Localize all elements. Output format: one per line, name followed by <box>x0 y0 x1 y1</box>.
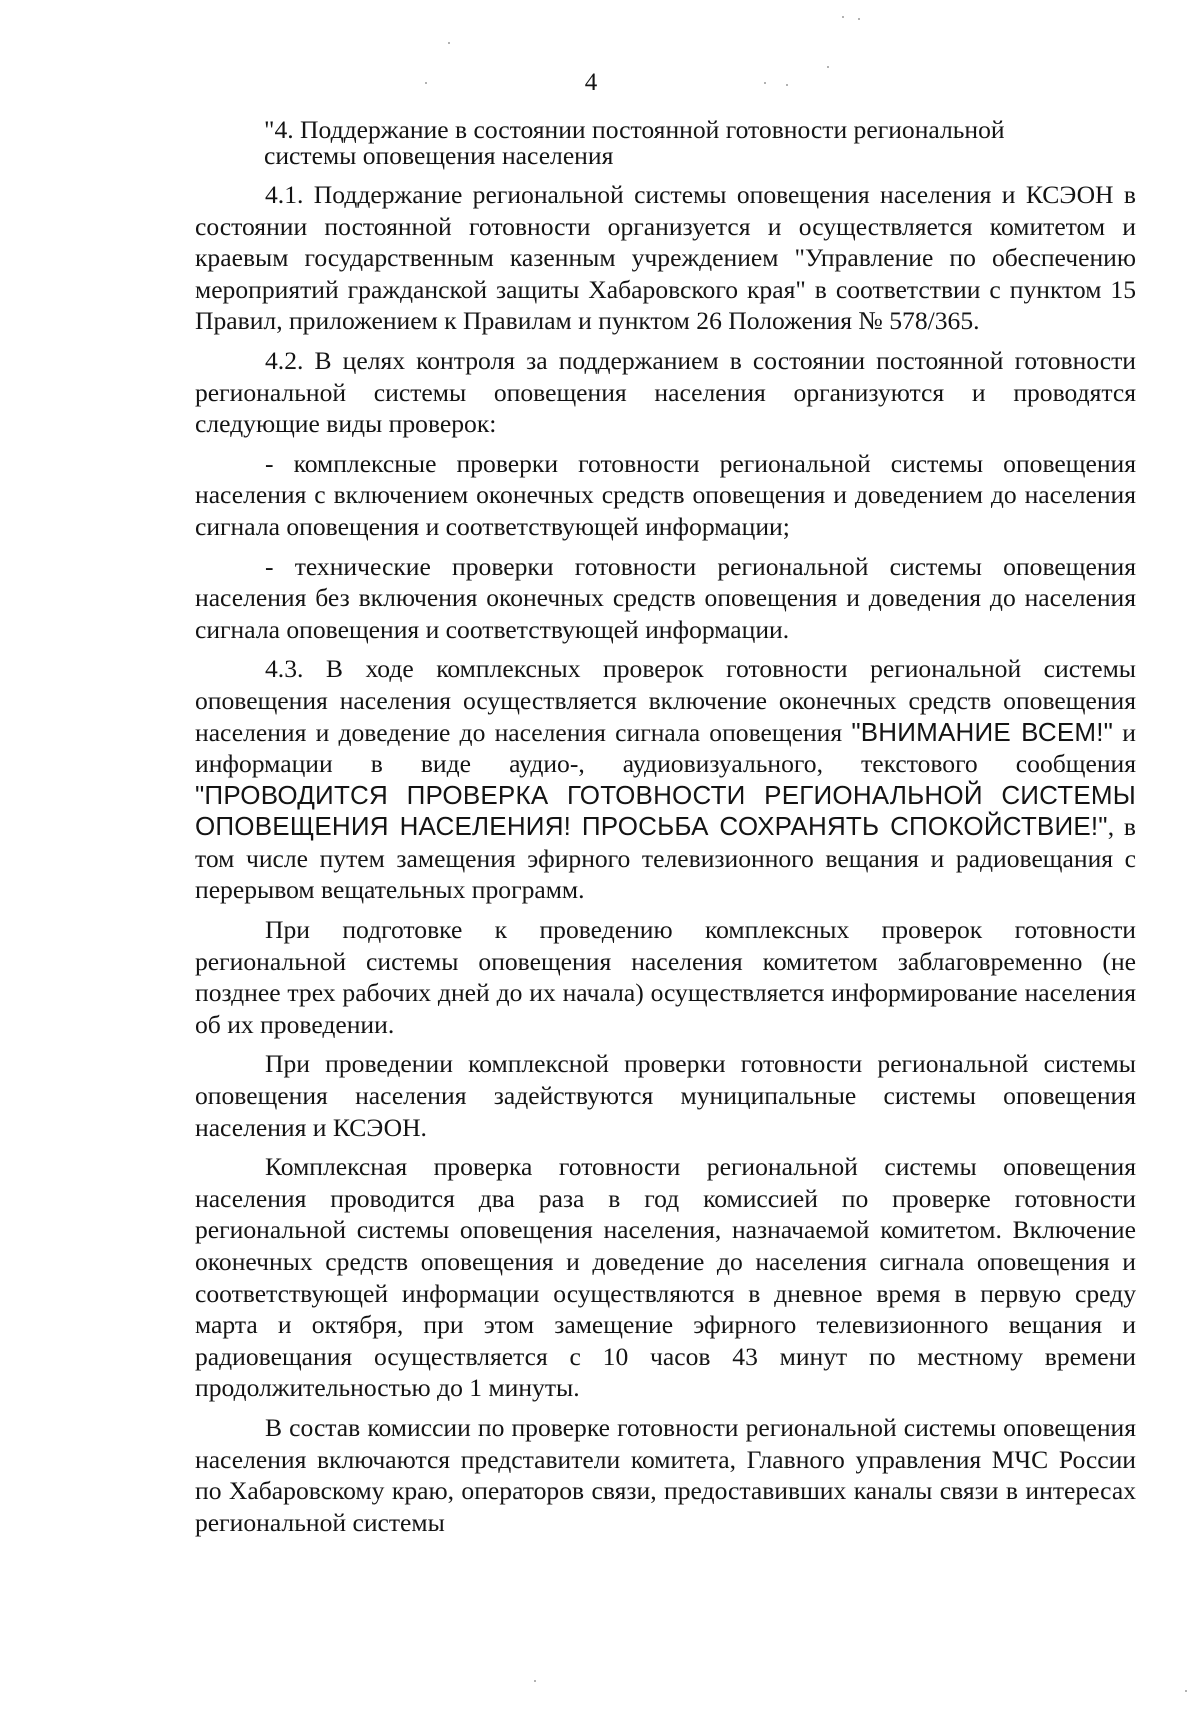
page-number: 4 <box>584 69 598 96</box>
paragraph-4-2: 4.2. В целях контроля за поддержанием в состоянии постоянной готовности региональной системы оповещения населения организуются и проводятся следующие виды проверок: <box>195 345 1136 439</box>
list-item-complex-checks: - комплексные проверки готовности региональной системы оповещения населения с включением оконечных средств оповещения и доведением до населения сигнала оповещения и соответствующей информации; <box>195 448 1136 541</box>
scan-speck <box>858 18 860 20</box>
paragraph-commission: В состав комиссии по проверке готовности региональной системы оповещения населения включаются представители комитета, Главного управления МЧС России по Хабаровскому краю, операторов связи, предоставивших каналы связи в интересах региональной системы <box>195 1412 1136 1537</box>
paragraph-4-3-text-1: 4.3. В ходе комплексных проверок готовности региональной системы оповещения населения осуществляется включение оконечных средств оповещения населения и доведение до населения сигнала оповещения <box>195 654 1136 747</box>
scan-speck <box>448 42 450 44</box>
section-heading <box>195 117 1136 169</box>
paragraph-schedule: Комплексная проверка готовности региональной системы оповещения населения проводится два раза в год комиссией по проверке готовности региональной системы оповещения населения, назначаемой комитетом. Включение оконечных средств оповещения и доведение до населения сигнала оповещения и соответствующей информации осуществляются в дневное время в первую среду марта и октября, при этом замещение эфирного телевизионного вещания и радиовещания осуществляется с 10 часов 43 минут по местному времени продолжительностью до 1 минуты. <box>195 1152 1136 1403</box>
paragraph-4-3-text-3: , в том числе путем замещения эфирного телевизионного вещания и радиовещания с перерывом вещательных программ. <box>195 812 1136 905</box>
scan-speck <box>1185 1690 1187 1692</box>
broadcast-message: "ПРОВОДИТСЯ ПРОВЕРКА ГОТОВНОСТИ РЕГИОНАЛЬНОЙ СИСТЕМЫ ОПОВЕЩЕНИЯ НАСЕЛЕНИЯ! ПРОСЬБА СОХРАНЯТЬ СПОКОЙСТВИЕ!" <box>195 779 1136 842</box>
list-item-technical-checks: - технические проверки готовности региональной системы оповещения населения без включения оконечных средств оповещения и доведения до населения сигнала оповещения и соответствующей информации. <box>195 551 1136 644</box>
section-heading-line-2: системы оповещения населения <box>264 141 614 170</box>
paragraph-4-1: 4.1. Поддержание региональной системы оповещения населения и КСЭОН в состоянии постоянной готовности организуется и осуществляется комитетом и краевым государственным казенным учреждением "Управление по обеспечению мероприятий гражданской защиты Хабаровского края" в соответствии с пунктом 15 Правил, приложением к Правилам и пунктом 26 Положения № 578/365. <box>195 180 1136 336</box>
paragraph-preparation: При подготовке к проведению комплексных проверок готовности региональной системы оповещения населения комитетом заблаговременно (не позднее трех рабочих дней до их начала) осуществляется информирование населения об их проведении. <box>195 915 1136 1039</box>
paragraph-conduct: При проведении комплексной проверки готовности региональной системы оповещения населения задействуются муниципальные системы оповещения населения и КСЭОН. <box>195 1049 1136 1142</box>
paragraph-4-3-text-2: и информации в виде аудио-, аудиовизуального, текстового сообщения <box>195 717 1136 779</box>
paragraph-4-3 <box>195 653 1136 906</box>
section-heading-line-1: "4. Поддержание в состоянии постоянной готовности региональной <box>264 115 1005 144</box>
scan-speck <box>842 16 844 18</box>
document-body <box>195 117 1136 1538</box>
signal-attention-all: "ВНИМАНИЕ ВСЕМ!" <box>851 716 1114 747</box>
scan-speck <box>534 1680 536 1682</box>
